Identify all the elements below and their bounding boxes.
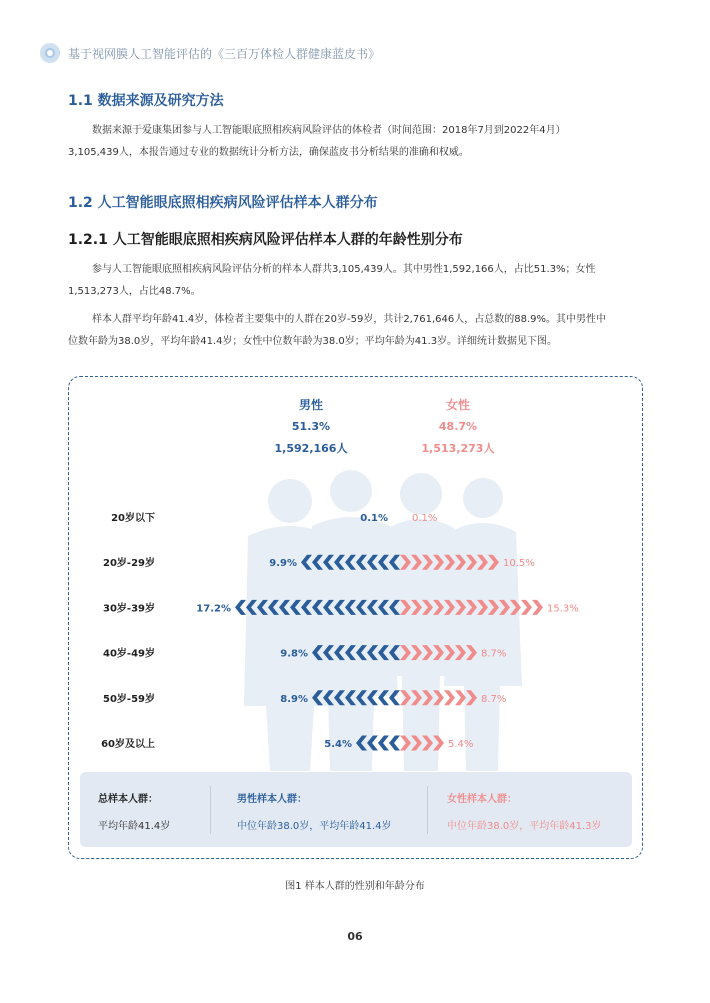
age-group-label: 30岁-39岁 xyxy=(103,603,155,615)
summary-total-value: 平均年龄41.4岁 xyxy=(98,821,171,832)
female-bar-chevron xyxy=(532,600,543,615)
summary-female xyxy=(447,790,602,832)
figure-caption: 图1 样本人群的性别和年龄分布 xyxy=(285,881,425,892)
section-heading-1-2: 1.2 人工智能眼底照相疾病风险评估样本人群分布 xyxy=(68,195,378,211)
summary-divider xyxy=(210,786,211,834)
female-value-label: 10.5% xyxy=(503,558,535,570)
male-value-label: 9.8% xyxy=(280,648,308,660)
male-share: 51.3% xyxy=(291,420,331,433)
summary-divider xyxy=(427,786,428,834)
summary-female-value: 中位年龄38.0岁，平均年龄41.3岁 xyxy=(447,821,602,832)
summary-panel xyxy=(80,772,632,847)
female-value-label: 0.1% xyxy=(412,513,438,524)
female-share: 48.7% xyxy=(438,420,478,433)
paragraph-line: 数据来源于爱康集团参与人工智能眼底照相疾病风险评估的体检者（时间范围：2018年7月到2022年4月） xyxy=(92,125,566,136)
summary-male-title: 男性样本人群： xyxy=(237,794,307,805)
age-group-label: 60岁及以上 xyxy=(101,739,155,750)
page-number: 06 xyxy=(347,930,363,943)
paragraph-sample-age xyxy=(68,309,646,353)
age-group-label: 20岁-29岁 xyxy=(103,558,155,570)
paragraph-line: 1,513,273人，占比48.7%。 xyxy=(68,286,201,297)
male-value-label: 8.9% xyxy=(280,693,308,705)
header-title: 基于视网膜人工智能评估的《三百万体检人群健康蓝皮书》 xyxy=(68,46,381,61)
male-value-label: 9.9% xyxy=(269,558,297,570)
summary-male-value: 中位年龄38.0岁，平均年龄41.4岁 xyxy=(237,821,392,832)
male-count: 1,592,166人 xyxy=(274,442,348,455)
male-bar-chevron xyxy=(235,600,246,615)
summary-male xyxy=(237,790,392,832)
section-heading-1-2-1: 1.2.1 人工智能眼底照相疾病风险评估样本人群的年龄性别分布 xyxy=(68,232,463,248)
age-group-label: 50岁-59岁 xyxy=(103,693,155,705)
female-bar-chevron xyxy=(521,600,532,615)
male-label: 男性 xyxy=(298,398,324,412)
paragraph-sample-gender xyxy=(68,259,646,303)
male-bar-chevron xyxy=(378,736,389,751)
age-group-label: 20岁以下 xyxy=(111,513,155,524)
female-label: 女性 xyxy=(445,398,471,412)
female-value-label: 8.7% xyxy=(481,693,507,705)
paragraph-data-source xyxy=(68,120,646,164)
summary-total xyxy=(98,790,170,832)
male-value-label: 5.4% xyxy=(324,739,352,750)
section-heading-1-1: 1.1 数据来源及研究方法 xyxy=(68,93,224,109)
male-value-label: 17.2% xyxy=(196,603,231,615)
female-value-label: 15.3% xyxy=(547,603,579,615)
summary-total-title: 总样本人群： xyxy=(98,794,158,805)
running-header xyxy=(40,42,380,64)
circle-logo-icon xyxy=(40,43,60,63)
female-bar-chevron xyxy=(444,690,455,705)
female-value-label: 5.4% xyxy=(448,739,474,750)
male-value-label: 0.1% xyxy=(360,513,388,524)
summary-female-title: 女性样本人群： xyxy=(447,794,517,805)
paragraph-line: 参与人工智能眼底照相疾病风险评估分析的样本人群共3,105,439人。其中男性1,592,166人，占比51.3%；女性 xyxy=(92,264,596,275)
female-value-label: 8.7% xyxy=(481,648,507,660)
paragraph-line: 3,105,439人，本报告通过专业的数据统计分析方法，确保蓝皮书分析结果的准确和权威。 xyxy=(68,147,469,158)
paragraph-line: 位数年龄为38.0岁，平均年龄41.4岁；女性中位数年龄为38.0岁；平均年龄为41.3岁。详细统计数据见下图。 xyxy=(68,336,558,347)
paragraph-line: 样本人群平均年龄41.4岁，体检者主要集中的人群在20岁-59岁，共计2,761,646人，占总数的88.9%。其中男性中 xyxy=(92,314,606,325)
age-gender-chart xyxy=(68,376,643,776)
male-bar-chevron xyxy=(389,736,400,751)
female-count: 1,513,273人 xyxy=(421,442,495,455)
age-group-label: 40岁-49岁 xyxy=(103,648,155,660)
